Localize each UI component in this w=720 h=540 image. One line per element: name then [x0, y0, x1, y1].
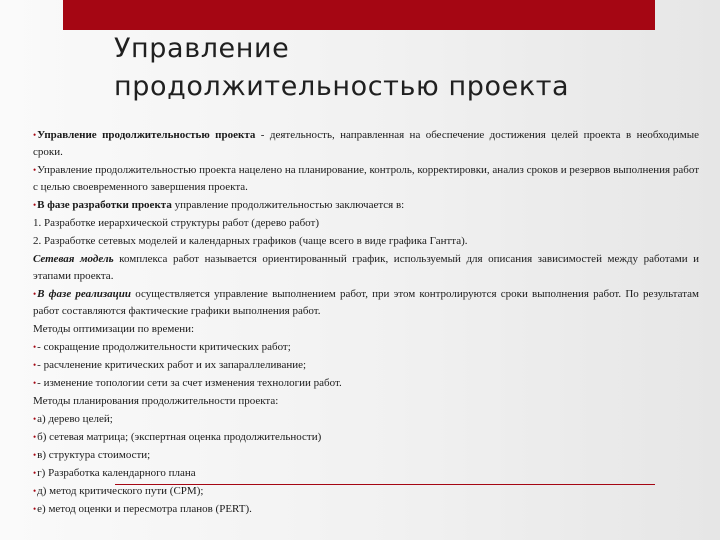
method-item-f: •е) метод оценки и пересмотра планов (PERT). [33, 503, 252, 515]
bullet-icon: • [33, 360, 37, 370]
heading-time-optimization: Методы оптимизации по времени: [33, 323, 195, 335]
paragraph-network-model [33, 251, 699, 285]
title-line-2: продолжительностью проекта [114, 71, 570, 102]
header-accent-bar [63, 0, 655, 30]
footer-accent-line [115, 484, 655, 485]
bullet-icon: • [33, 450, 37, 460]
bullet-icon: • [33, 289, 37, 299]
optimization-item-1: •- сокращение продолжительности критических работ; [33, 341, 291, 353]
bullet-icon: • [33, 486, 37, 496]
bullet-icon: • [33, 504, 37, 514]
title-line-1: Управление [114, 33, 290, 64]
optimization-item-2: •- расчленение критических работ и их запараллеливание; [33, 359, 307, 371]
slide-body [33, 127, 699, 519]
definition-text: - деятельность, направленная на обеспечение достижения целей проекта в необходимые сроки. [33, 129, 700, 158]
term-development-phase: В фазе разработки проекта [37, 199, 172, 211]
bullet-icon: • [33, 200, 37, 210]
implementation-phase-text: осуществляется управление выполнением работ, при этом контролируются сроки выполнения работ. По результатам работ составляются фактические графики выполнения работ. [33, 288, 700, 317]
list-item-2: 2. Разработке сетевых моделей и календарных графиков (чаще всего в виде графика Гантта). [33, 235, 468, 247]
paragraph-development-phase [33, 197, 699, 214]
bullet-icon: • [33, 342, 37, 352]
bullet-icon: • [33, 432, 37, 442]
method-item-a: •а) дерево целей; [33, 413, 113, 425]
paragraph-purpose [33, 162, 699, 196]
network-model-text: комплекса работ называется ориентированный график, используемый для описания зависимостей между работами и этапами проекта. [33, 253, 700, 282]
term-implementation-phase: В фазе реализации [37, 288, 132, 300]
development-phase-text: управление продолжительностью заключается в: [171, 199, 405, 211]
method-item-d: •г) Разработка календарного плана [33, 467, 196, 479]
heading-planning-methods: Методы планирования продолжительности проекта: [33, 395, 279, 407]
bullet-icon: • [33, 468, 37, 478]
method-item-b: •б) сетевая матрица; (экспертная оценка продолжительности) [33, 431, 322, 443]
list-item-1: 1. Разработке иерархической структуры работ (дерево работ) [33, 217, 319, 229]
term-network-model: Сетевая модель [33, 253, 114, 265]
bullet-icon: • [33, 414, 37, 424]
paragraph-implementation-phase [33, 286, 699, 320]
purpose-text: Управление продолжительностью проекта нацелено на планирование, контроль, корректировки, анализ сроков и резервов выполнения работ с целью своевременного завершения проекта. [33, 164, 700, 193]
bullet-icon: • [33, 165, 37, 175]
optimization-item-3: •- изменение топологии сети за счет изменения технологии работ. [33, 377, 342, 389]
paragraph-definition [33, 127, 699, 161]
term-duration-management: Управление продолжительностью проекта [37, 129, 256, 141]
page-title [114, 30, 674, 106]
method-item-c: •в) структура стоимости; [33, 449, 151, 461]
bullet-icon: • [33, 130, 37, 140]
method-item-e: •д) метод критического пути (CPM); [33, 485, 204, 497]
bullet-icon: • [33, 378, 37, 388]
